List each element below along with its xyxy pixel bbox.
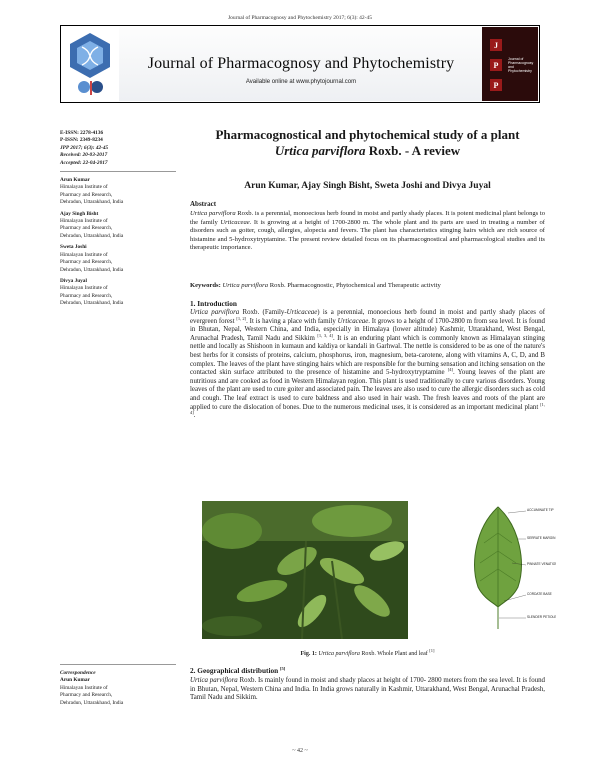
geo-species: Urtica parviflora — [190, 677, 238, 684]
author-affiliation-text: Himalayan Institute of Pharmacy and Research, Dehradun, Uttarakhand, India — [60, 218, 124, 239]
author-affiliation — [60, 278, 185, 308]
intro-text — [190, 309, 545, 421]
keywords-label: Keywords: — [190, 282, 221, 289]
intro-part: . — [193, 412, 196, 420]
pissn: P-ISSN: 2349-8234 — [60, 137, 103, 144]
running-head: Journal of Pharmacognosy and Phytochemistry 2017; 6(3): 42-45 — [227, 15, 373, 21]
abstract-species: Urtica parviflora — [190, 210, 236, 217]
journal-cover-thumbnail — [482, 27, 538, 101]
author-affiliation-text: Himalayan Institute of Pharmacy and Research, Dehradun, Uttarakhand, India — [60, 251, 124, 273]
keywords-species: Urtica parviflora — [222, 282, 269, 289]
abstract-text — [190, 210, 545, 253]
intro-species: Urtica parviflora — [190, 309, 240, 316]
sidebar-divider — [60, 171, 176, 172]
paper-title — [190, 127, 545, 159]
paper-title-line1: Pharmacognostical and phytochemical study of a plant — [215, 127, 520, 142]
geo-heading-text: 2. Geographical distribution — [190, 666, 279, 675]
intro-part: Roxb. (Family- — [239, 309, 287, 316]
citation[interactable]: [1, 4] — [190, 401, 545, 416]
correspondence-block — [60, 664, 185, 707]
journal-banner — [60, 25, 540, 103]
citation[interactable]: [1, 2] — [236, 315, 247, 321]
geo-heading — [190, 666, 285, 675]
keywords — [190, 282, 545, 291]
intro-part: . Young leaves of the plant are nutritious and are cooked as food in Western Himalayan region. This plant is used traditionally to cure various disorders. Young leaves of the plant are used to cure goiter and associated pain. The leaves are also used to cure the allergic disorders such as cold and cough. The leaf extract is used to cure baldness and also used in hair wash. The fresh leaves and roots of the plant are applied to cure the dislocation of bones. Due to the numerous medicinal uses, it is considered as an important medicinal plant — [190, 369, 545, 411]
whole-plant-photo — [202, 501, 408, 639]
figure-label: Fig. 1: — [300, 651, 317, 657]
cover-text — [508, 57, 534, 73]
correspondence-affiliation: Himalayan Institute of Pharmacy and Research, Dehradun, Uttarakhand, India — [60, 684, 124, 706]
abstract-family: Urticaceae — [220, 218, 250, 226]
intro-part: ) is a perennial, monoecious herb found in moist and partly shady places of evergreen forest — [190, 309, 545, 325]
accepted-date: Accepted: 22-04-2017 — [60, 159, 108, 166]
journal-logo — [62, 27, 118, 101]
title-species: Urtica parviflora — [274, 143, 366, 158]
journal-availability: Available online at www.phytojournal.com — [245, 79, 357, 85]
author-affiliation-text: Himalayan Institute of Pharmacy and Research, Dehradun, Uttarakhand, India — [60, 184, 124, 206]
received-date: Received: 20-03-2017 — [60, 152, 108, 159]
keywords-rest: Roxb. Pharmacognostic, Phytochemical and Therapeutic activity — [268, 282, 441, 289]
author-name: Divya Juyal — [60, 277, 87, 284]
author-affiliation — [60, 244, 185, 274]
eissn: E-ISSN: 2278-4136 — [60, 130, 104, 136]
author-affiliation — [60, 211, 185, 241]
intro-part: . It grows to a height of 1700-2800 m from sea level. It is found in Bhutan, Nepal, Western China, and India, especially in Himalaya (lower altitude) Kashmir, Uttarakhand, West Bengal, Arunachal Pradesh, Tamil Nadu and Sikkim — [190, 317, 545, 342]
abstract-part: Roxb. is a perennial, monoecious herb found in moist and partly shady places. It is potent medicinal plant belongs to the family — [190, 210, 546, 226]
correspondence-name: Arun Kumar — [60, 677, 90, 684]
figure-caption — [190, 648, 545, 657]
intro-heading: 1. Introduction — [190, 299, 237, 308]
leaf-label: SLENDER PETIOLE — [527, 615, 556, 619]
figure-species: Urtica parviflora — [318, 651, 360, 657]
citation[interactable]: [5] — [280, 666, 286, 671]
intro-part: . It is an enduring plant which is commonly known as Himalayan stinging nettle and locally as Shishoon in kumaun and kaldiya or kandali in Garhwal. The nettle is considered to be as one of the nature's best herbs for it consists of proteins, calcium, phosphorus, iron, magnesium, beta-carotene, along with vitamins A, C, D, and B complex. The leaves of the plant have stinging hairs which are responsible for the burning sensation and itching sensation on the contacted skin surface attributed to the presence of histamine and 5-hydroxytryptamine — [190, 334, 545, 377]
cover-line: and — [508, 65, 514, 69]
author-name: Arun Kumar — [60, 177, 90, 184]
citation[interactable]: [1] — [429, 648, 435, 653]
cover-letter: J — [490, 39, 502, 51]
paper-title-line2 — [190, 143, 545, 159]
author-name: Sweta Joshi — [60, 244, 87, 251]
intro-part: . It is having a place with family — [246, 317, 338, 325]
jpp-citation: JPP 2017; 6(3): 42-45 — [60, 144, 109, 151]
leaf-label: SERRATE MARGIN — [527, 536, 556, 540]
leaf-label: ACCUMINATE TIP — [527, 508, 554, 512]
leaf-label: CORDATE BASE — [527, 592, 552, 596]
intro-family: Urticaceae — [337, 317, 369, 325]
author-list: Arun Kumar, Ajay Singh Bisht, Sweta Joshi and Divya Juyal — [244, 181, 491, 191]
journal-banner-center — [119, 27, 483, 101]
leaf-label: PINNATE VENATION — [527, 562, 556, 566]
leaf-diagram — [468, 503, 556, 631]
title-rest: Roxb. - A review — [365, 143, 461, 158]
author-affiliation-text: Himalayan Institute of Pharmacy and Research, Dehradun, Uttarakhand, India — [60, 285, 124, 307]
sidebar-divider — [60, 664, 176, 665]
citation[interactable]: [1, 3, 4] — [317, 332, 333, 338]
geo-text — [190, 677, 545, 703]
cover-line: Phytochemistry — [508, 69, 532, 73]
geo-body-text: Roxb. Is mainly found in moist and shady places at height of 1700- 2800 meters from the sea level. It is found in Bhutan, Nepal, Western China and India. In India grows naturally in Kashmir, Uttarakhand, West Bengal, Arunachal Pradesh, Tamil Nadu and Sikkim. — [190, 677, 545, 702]
figure-caption-text: Roxb. Whole Plant and leaf — [359, 651, 430, 657]
correspondence-label: Correspondence — [60, 670, 96, 676]
citation[interactable]: [4] — [447, 367, 453, 373]
cover-line: Pharmacognosy — [508, 61, 534, 65]
cover-letter: P — [490, 79, 502, 91]
intro-family: Urticaceae — [286, 309, 318, 316]
abstract-heading: Abstract — [190, 200, 217, 208]
abstract-part: . It is growing at a height of 1700-2800 m. The whole plant and its parts are used in treating a number of disorders such as goiter, cough, allergies, alopecia and fevers. The plant has characteristics stinging hairs which are rich source of histamine and 5-hydroxytryptamine. The present review detailed focus on its pharmacognostical and pharmacological studies and its therapeutic importance. — [190, 218, 545, 252]
article-sidebar — [60, 130, 185, 312]
cover-letter: P — [490, 59, 502, 71]
page-number: ~ 42 ~ — [292, 748, 308, 754]
author-name: Ajay Singh Bisht — [60, 210, 99, 217]
journal-title: Journal of Pharmacognosy and Phytochemistry — [147, 55, 455, 72]
cover-line: Journal of — [508, 57, 524, 61]
author-affiliation — [60, 177, 185, 207]
